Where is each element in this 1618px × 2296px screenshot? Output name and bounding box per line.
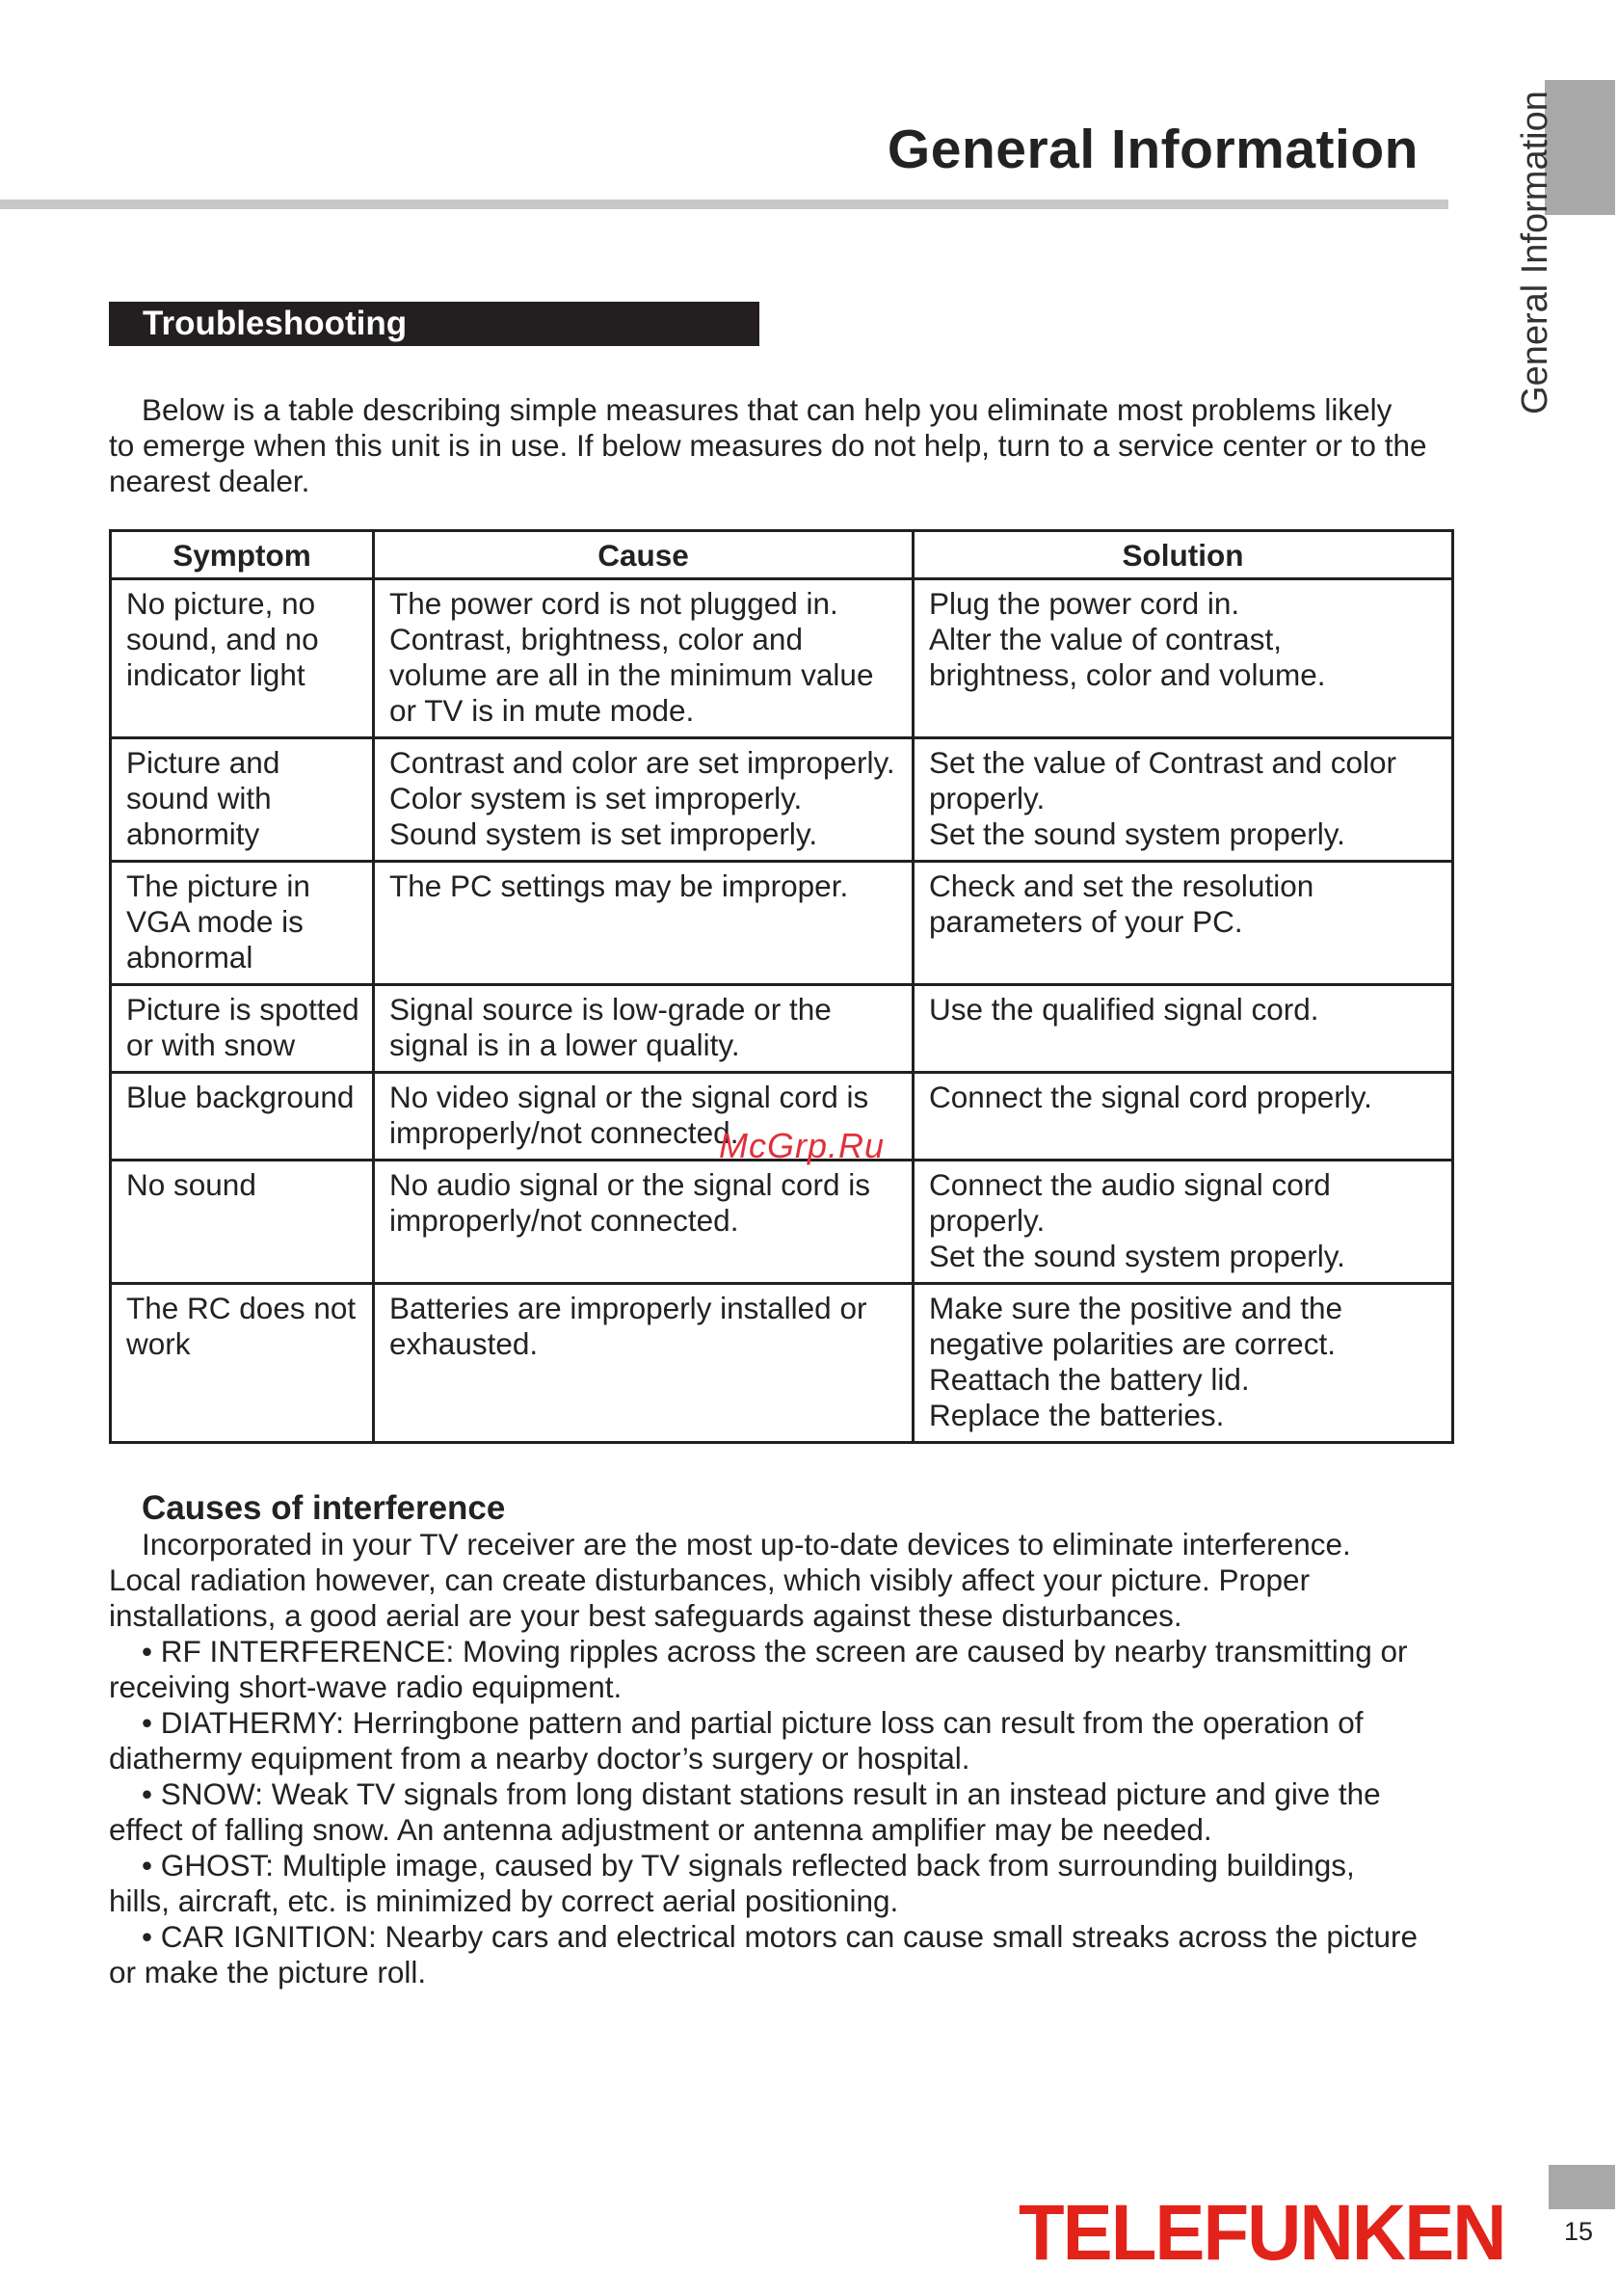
paragraph-line: receiving short-wave radio equipment. bbox=[109, 1669, 623, 1704]
table-row bbox=[111, 738, 1453, 862]
table-header-row bbox=[111, 531, 1453, 579]
cell-text-line: No audio signal or the signal cord is bbox=[389, 1167, 871, 1202]
cell-text-line: No picture, no bbox=[126, 586, 316, 621]
cell-text-line: VGA mode is bbox=[126, 904, 304, 939]
cell-text-line: Use the qualified signal cord. bbox=[929, 992, 1319, 1027]
column-header-solution: Solution bbox=[914, 531, 1453, 579]
page-title: General Information bbox=[887, 119, 1419, 180]
watermark: McGrp.Ru bbox=[719, 1126, 886, 1165]
cell-text-line: No sound bbox=[126, 1167, 256, 1202]
table-body bbox=[111, 579, 1453, 1443]
cell-text-line: abnormal bbox=[126, 940, 253, 974]
cell-cause bbox=[374, 985, 914, 1073]
cell-symptom bbox=[111, 1284, 374, 1443]
cell-text-line: brightness, color and volume. bbox=[929, 657, 1326, 692]
cell-text-line: properly. bbox=[929, 1203, 1046, 1238]
cell-solution bbox=[914, 1073, 1453, 1161]
cell-text-line: Set the sound system properly. bbox=[929, 816, 1345, 851]
cell-text-line: Contrast and color are set improperly. bbox=[389, 745, 895, 780]
column-header-symptom: Symptom bbox=[111, 531, 374, 579]
paragraph-line: effect of falling snow. An antenna adjustment or antenna amplifier may be needed. bbox=[109, 1812, 1212, 1847]
page-number: 15 bbox=[1563, 2217, 1594, 2246]
section-heading-bar bbox=[109, 302, 759, 346]
cell-text-line: Replace the batteries. bbox=[929, 1398, 1225, 1432]
cell-symptom bbox=[111, 862, 374, 985]
table-row bbox=[111, 1284, 1453, 1443]
paragraph-line: hills, aircraft, etc. is minimized by correct aerial positioning. bbox=[109, 1883, 899, 1918]
cell-text-line: indicator light bbox=[126, 657, 305, 692]
cell-symptom bbox=[111, 738, 374, 862]
cell-text-line: parameters of your PC. bbox=[929, 904, 1243, 939]
cell-symptom bbox=[111, 985, 374, 1073]
cell-cause bbox=[374, 862, 914, 985]
side-tab-label: General Information bbox=[1515, 91, 1555, 414]
intro-line: to emerge when this unit is in use. If below measures do not help, turn to a service center or to the bbox=[109, 428, 1427, 463]
cell-cause bbox=[374, 738, 914, 862]
table-row bbox=[111, 579, 1453, 738]
cell-symptom bbox=[111, 579, 374, 738]
cell-symptom bbox=[111, 1161, 374, 1284]
cell-text-line: work bbox=[126, 1326, 191, 1361]
cell-text-line: The PC settings may be improper. bbox=[389, 868, 849, 903]
cell-text-line: Set the value of Contrast and color bbox=[929, 745, 1397, 780]
table-row bbox=[111, 985, 1453, 1073]
cell-text-line: volume are all in the minimum value bbox=[389, 657, 874, 692]
cell-text-line: sound with bbox=[126, 781, 272, 815]
cell-text-line: Make sure the positive and the bbox=[929, 1291, 1343, 1325]
cell-text-line: Plug the power cord in. bbox=[929, 586, 1240, 621]
paragraph-line: diathermy equipment from a nearby doctor’s surgery or hospital. bbox=[109, 1741, 970, 1775]
cell-solution bbox=[914, 862, 1453, 985]
column-header-cause: Cause bbox=[374, 531, 914, 579]
intro-line: nearest dealer. bbox=[109, 464, 310, 498]
causes-paragraphs bbox=[109, 1527, 1458, 1990]
cell-text-line: Reattach the battery lid. bbox=[929, 1362, 1250, 1397]
cell-text-line: negative polarities are correct. bbox=[929, 1326, 1336, 1361]
cell-text-line: improperly/not connected. bbox=[389, 1203, 739, 1238]
cell-text-line: Blue background bbox=[126, 1080, 355, 1114]
cell-text-line: Connect the audio signal cord bbox=[929, 1167, 1331, 1202]
paragraph-line: installations, a good aerial are your best safeguards against these disturbances. bbox=[109, 1598, 1182, 1633]
cell-text-line: Signal source is low-grade or the bbox=[389, 992, 832, 1027]
paragraph-line: or make the picture roll. bbox=[109, 1955, 427, 1989]
cell-cause bbox=[374, 1284, 914, 1443]
cell-solution bbox=[914, 1284, 1453, 1443]
cell-text-line: The power cord is not plugged in. bbox=[389, 586, 838, 621]
cell-text-line: Alter the value of contrast, bbox=[929, 622, 1282, 656]
cell-text-line: Batteries are improperly installed or bbox=[389, 1291, 867, 1325]
cell-solution bbox=[914, 1161, 1453, 1284]
bullet-line: • DIATHERMY: Herringbone pattern and partial picture loss can result from the operation of bbox=[142, 1705, 1364, 1740]
cell-solution bbox=[914, 985, 1453, 1073]
cell-text-line: The picture in bbox=[126, 868, 310, 903]
cell-symptom bbox=[111, 1073, 374, 1161]
paragraph-line: Incorporated in your TV receiver are the most up-to-date devices to eliminate interference. bbox=[142, 1527, 1351, 1562]
cell-text-line: or TV is in mute mode. bbox=[389, 693, 695, 728]
bullet-line: • SNOW: Weak TV signals from long distant stations result in an instead picture and give the bbox=[142, 1776, 1381, 1811]
table-row bbox=[111, 862, 1453, 985]
cell-cause bbox=[374, 579, 914, 738]
cell-solution bbox=[914, 579, 1453, 738]
cell-text-line: Sound system is set improperly. bbox=[389, 816, 818, 851]
cell-text-line: Check and set the resolution bbox=[929, 868, 1314, 903]
cell-text-line: Picture is spotted bbox=[126, 992, 359, 1027]
cell-text-line: Color system is set improperly. bbox=[389, 781, 803, 815]
cell-text-line: Connect the signal cord properly. bbox=[929, 1080, 1372, 1114]
cell-text-line: properly. bbox=[929, 781, 1046, 815]
cell-text-line: abnormity bbox=[126, 816, 260, 851]
cell-cause bbox=[374, 1161, 914, 1284]
cell-text-line: signal is in a lower quality. bbox=[389, 1028, 740, 1062]
cell-text-line: improperly/not connected. bbox=[389, 1115, 739, 1150]
cell-solution bbox=[914, 738, 1453, 862]
troubleshooting-table bbox=[109, 529, 1454, 1444]
cell-text-line: exhausted. bbox=[389, 1326, 539, 1361]
paragraph-line: Local radiation however, can create disturbances, which visibly affect your picture. Proper bbox=[109, 1562, 1311, 1597]
cell-text-line: sound, and no bbox=[126, 622, 319, 656]
cell-text-line: No video signal or the signal cord is bbox=[389, 1080, 869, 1114]
bullet-line: • CAR IGNITION: Nearby cars and electrical motors can cause small streaks across the picture bbox=[142, 1919, 1418, 1954]
title-divider bbox=[0, 200, 1448, 209]
bullet-line: • RF INTERFERENCE: Moving ripples across the screen are caused by nearby transmitting or bbox=[142, 1634, 1408, 1669]
cell-text-line: Set the sound system properly. bbox=[929, 1239, 1345, 1273]
page-number-block bbox=[1549, 2165, 1615, 2209]
cell-text-line: or with snow bbox=[126, 1028, 296, 1062]
bullet-line: • GHOST: Multiple image, caused by TV signals reflected back from surrounding buildings, bbox=[142, 1848, 1355, 1882]
table-row bbox=[111, 1161, 1453, 1284]
brand-logo: TELEFUNKEN bbox=[1019, 2189, 1505, 2277]
cell-text-line: The RC does not bbox=[126, 1291, 357, 1325]
cell-text-line: Contrast, brightness, color and bbox=[389, 622, 803, 656]
intro-paragraph bbox=[109, 392, 1453, 499]
causes-heading: Causes of interference bbox=[142, 1489, 506, 1527]
section-heading: Troubleshooting bbox=[143, 305, 408, 342]
cell-text-line: Picture and bbox=[126, 745, 280, 780]
intro-line: Below is a table describing simple measures that can help you eliminate most problems likely bbox=[142, 392, 1393, 427]
